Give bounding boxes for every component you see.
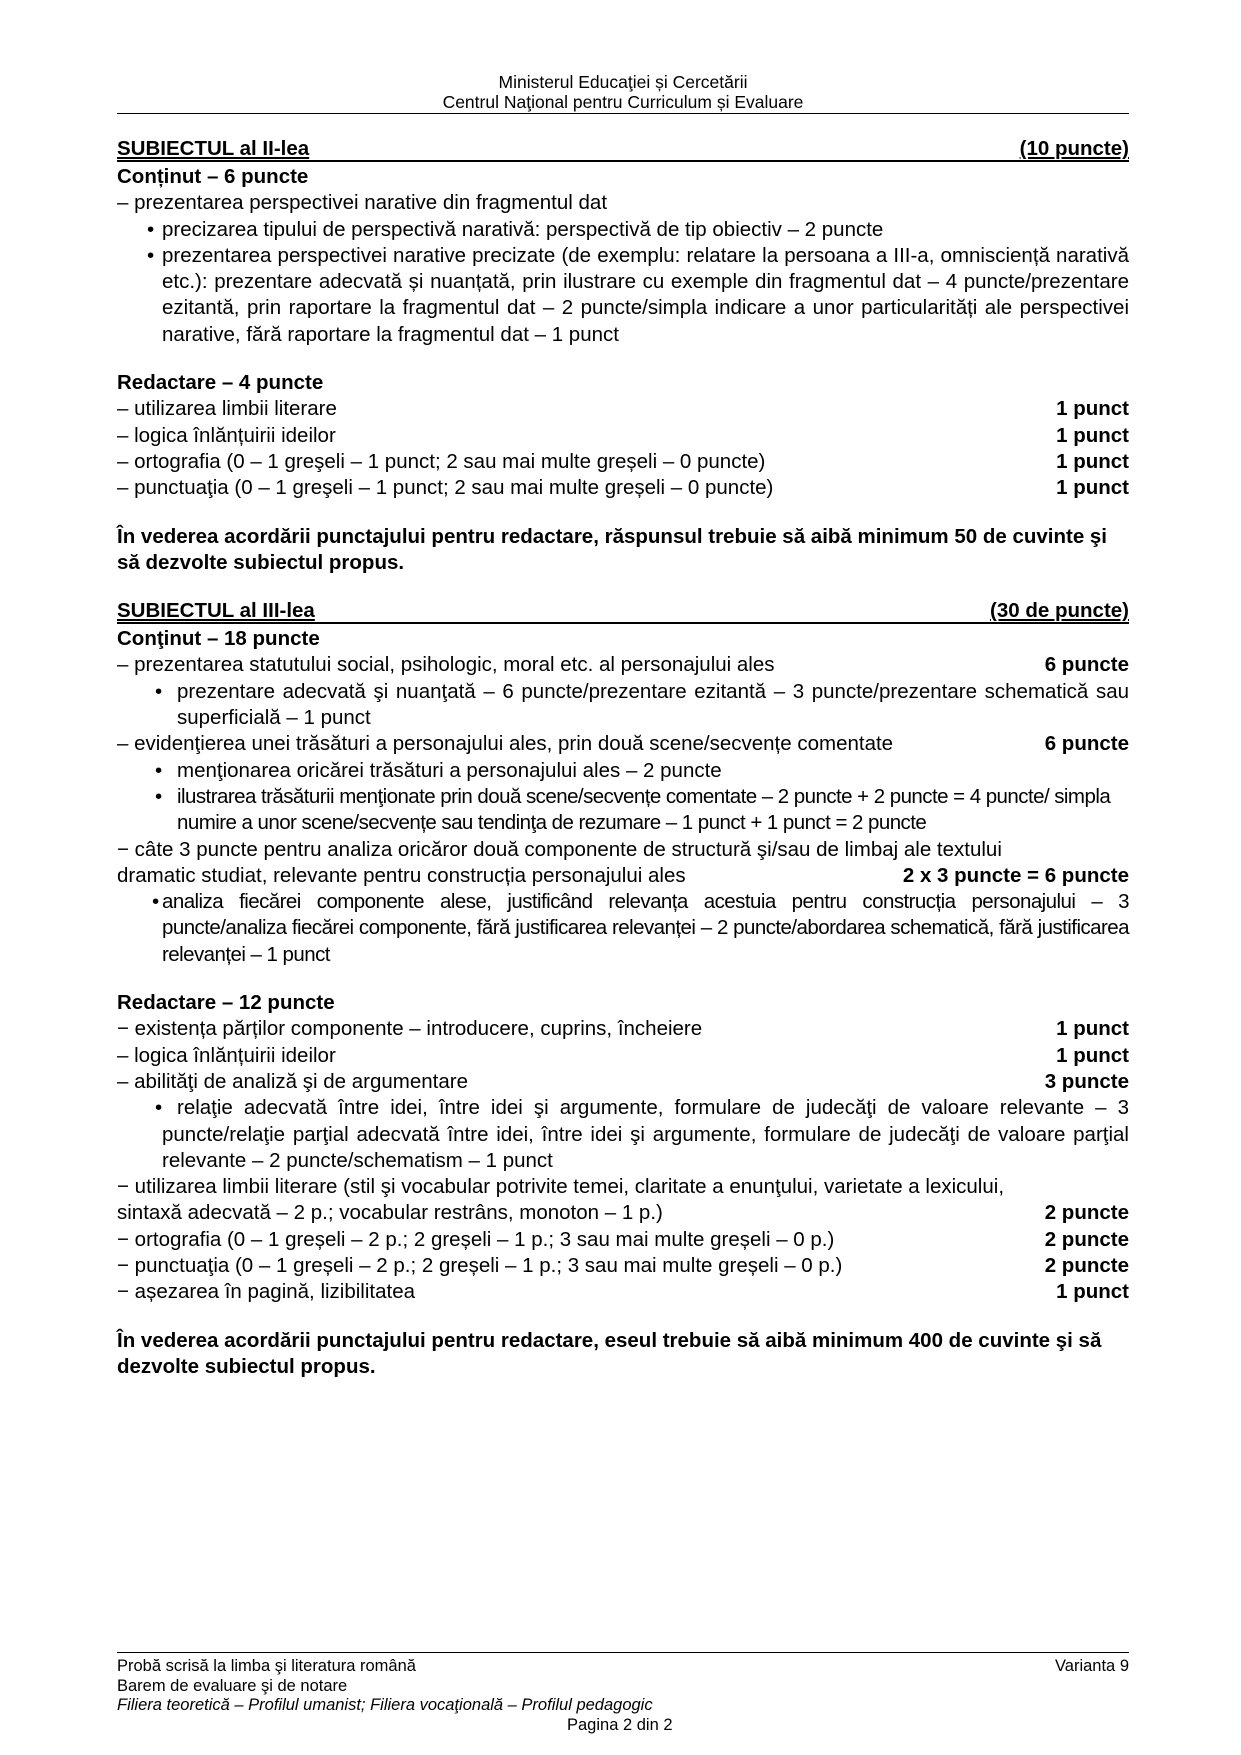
score-value: 6 puncte	[1044, 653, 1129, 677]
subject-3-redactare-heading: Redactare – 12 puncte	[117, 991, 335, 1015]
footer-divider	[117, 1652, 1129, 1653]
score-row: – ortografia (0 – 1 greşeli – 1 punct; 2 sau mai multe greșeli – 0 puncte) 1 punct	[117, 449, 1129, 475]
score-value: 2 puncte	[1044, 1201, 1129, 1225]
score-value: 3 puncte	[1044, 1069, 1129, 1093]
subject-2-note: În vederea acordării punctajului pentru redactare, răspunsul trebuie să aibă minimum 50 de cuvinte şi să dezvolte subiectul propus.	[117, 524, 1108, 574]
score-row: – logica înlănțuirii ideilor 1 punct	[117, 1043, 1129, 1069]
page-number: Pagina 2 din 2	[567, 1715, 673, 1734]
score-row: − ortografia (0 – 1 greșeli – 2 p.; 2 greșeli – 1 p.; 3 sau mai multe greșeli – 0 p.) 2 puncte	[117, 1227, 1129, 1253]
subject-2-content-heading: Conținut – 6 puncte	[117, 165, 309, 188]
bullet-icon: •	[155, 758, 163, 782]
score-row: sintaxă adecvată – 2 p.; vocabular restrâns, monoton – 1 p.) 2 puncte	[117, 1200, 1129, 1226]
score-value: 1 punct	[1056, 1280, 1129, 1304]
subject-3-literary-line1: − utilizarea limbii literare (stil şi vocabular potrivite temei, claritate a enunţului, varietate a lexicului,	[117, 1175, 1005, 1199]
score-row: − existența părților componente – introducere, cuprins, încheiere 1 punct	[117, 1016, 1129, 1042]
list-item: • prezentare adecvată şi nuanţată – 6 puncte/prezentare ezitantă – 3 puncte/prezentare schematică sau superficială – 1 punct	[155, 679, 1129, 730]
subject-3-title: SUBIECTUL al III-lea	[117, 599, 315, 623]
score-value: 1 punct	[1056, 476, 1129, 500]
score-row: − punctuaţia (0 – 1 greșeli – 2 p.; 2 greșeli – 1 p.; 3 sau mai multe greșeli – 0 p.) 2 puncte	[117, 1253, 1129, 1279]
spacer	[117, 348, 1129, 370]
bullet-icon: •	[147, 217, 155, 241]
subject-2-redactare-heading: Redactare – 4 puncte	[117, 371, 324, 395]
spacer	[117, 576, 1129, 599]
bullet-icon: •	[147, 243, 155, 267]
ministry-name: Ministerul Educaţiei și Cercetării	[498, 72, 748, 92]
bullet-icon: •	[155, 1096, 163, 1120]
subject-2-title: SUBIECTUL al II-lea	[117, 137, 310, 160]
score-value: 1 punct	[1056, 397, 1129, 421]
barem-label: Barem de evaluare şi de notare	[117, 1676, 348, 1695]
subject-3-note: În vederea acordării punctajului pentru redactare, eseul trebuie să aibă minimum 400 de cuvinte şi să dezvolte subiectul propus.	[117, 1328, 1102, 1378]
profile-label: Filiera teoretică – Profilul umanist; Filiera vocaţională – Profilul pedagogic	[117, 1696, 653, 1714]
variant-label: Varianta 9	[1055, 1657, 1129, 1675]
score-value: 2 x 3 puncte = 6 puncte	[902, 863, 1129, 887]
score-value: 1 punct	[1056, 423, 1129, 447]
document-body	[117, 137, 1129, 1380]
bullet-icon: •	[155, 679, 163, 703]
page-header	[117, 72, 1129, 112]
list-item: • precizarea tipului de perspectivă narativă: perspectivă de tip obiectiv – 2 puncte	[117, 217, 1129, 243]
score-row: − așezarea în pagină, lizibilitatea 1 punct	[117, 1279, 1129, 1305]
spacer	[117, 968, 1129, 990]
spacer	[117, 502, 1129, 524]
score-row: – punctuaţia (0 – 1 greşeli – 1 punct; 2 sau mai multe greșeli – 0 puncte) 1 punct	[117, 475, 1129, 501]
score-row: – abilităţi de analiză şi de argumentare 3 puncte	[117, 1069, 1129, 1095]
score-row: – prezentarea statutului social, psihologic, moral etc. al personajului ales 6 puncte	[117, 652, 1129, 678]
subject-3-item3-line1: − câte 3 puncte pentru analiza oricăror două componente de structură şi/sau de limbaj ale textului	[117, 837, 1002, 861]
score-value: 6 puncte	[1044, 732, 1129, 756]
spacer	[117, 1306, 1129, 1328]
score-value: 1 punct	[1056, 1043, 1129, 1067]
score-value: 1 punct	[1056, 1017, 1129, 1041]
score-row: – logica înlănțuirii ideilor 1 punct	[117, 423, 1129, 449]
subject-3-heading	[117, 599, 1129, 624]
score-row: – evidenţierea unei trăsături a personajului ales, prin două scene/secvențe comentate 6 puncte	[117, 731, 1129, 757]
score-row: dramatic studiat, relevante pentru construcția personajului ales 2 x 3 puncte = 6 puncte	[117, 863, 1129, 889]
page-footer	[117, 1657, 1129, 1735]
score-value: 2 puncte	[1044, 1227, 1129, 1251]
score-value: 2 puncte	[1044, 1253, 1129, 1277]
exam-name: Probă scrisă la limba şi literatura română	[117, 1657, 416, 1675]
score-row: – utilizarea limbii literare 1 punct	[117, 396, 1129, 422]
bullet-icon: •	[155, 784, 162, 808]
list-item: • analiza fiecărei componente alese, justificând relevanța acestuia pentru construcția personajului – 3 puncte/analiza fiecărei componente, fără justificarea relevanței – 2 puncte/abordarea schematică, fără justificarea relevanței – 1 punct	[152, 890, 1129, 966]
subject-2-content-item: – prezentarea perspectivei narative din fragmentul dat	[117, 191, 608, 215]
subject-2-heading	[117, 137, 1129, 162]
bullet-icon: •	[152, 890, 159, 914]
subject-3-content-heading: Conţinut – 18 puncte	[117, 627, 320, 651]
list-item: • prezentarea perspectivei narative precizate (de exemplu: relatare la persoana a III-a, omnisciență narativă etc.): prezentare adecvată și nuanțată, prin ilustrare cu exemple din fragmentul dat – 4 puncte/prezentare ezitantă, prin raportare la fragmentul dat – 2 puncte/simpla indicare a unor particularități ale perspectivei narative, fără raportare la fragmentul dat – 1 punct	[147, 243, 1129, 346]
subject-2-points: (10 puncte)	[1019, 137, 1129, 160]
subject-3-points: (30 de puncte)	[990, 599, 1129, 623]
list-item: • relaţie adecvată între idei, între idei şi argumente, formulare de judecăţi de valoare relevante – 3 puncte/relaţie parţial adecvată între idei, între idei şi argumente, formulare de judecăţi de valoare parţial relevante – 2 puncte/schematism – 1 punct	[155, 1096, 1129, 1172]
score-value: 1 punct	[1056, 449, 1129, 473]
footer-row	[117, 1657, 1129, 1677]
header-divider	[117, 113, 1129, 114]
list-item: • menţionarea oricărei trăsături a personajului ales – 2 puncte	[117, 758, 1129, 784]
list-item: • ilustrarea trăsăturii menţionate prin două scene/secvențe comentate – 2 puncte + 2 puncte = 4 puncte/ simpla numire a unor scene/secvențe sau tendinţa de rezumare – 1 punct + 1 punct = 2 puncte	[155, 784, 1111, 835]
center-name: Centrul Naţional pentru Curriculum și Evaluare	[442, 92, 804, 112]
